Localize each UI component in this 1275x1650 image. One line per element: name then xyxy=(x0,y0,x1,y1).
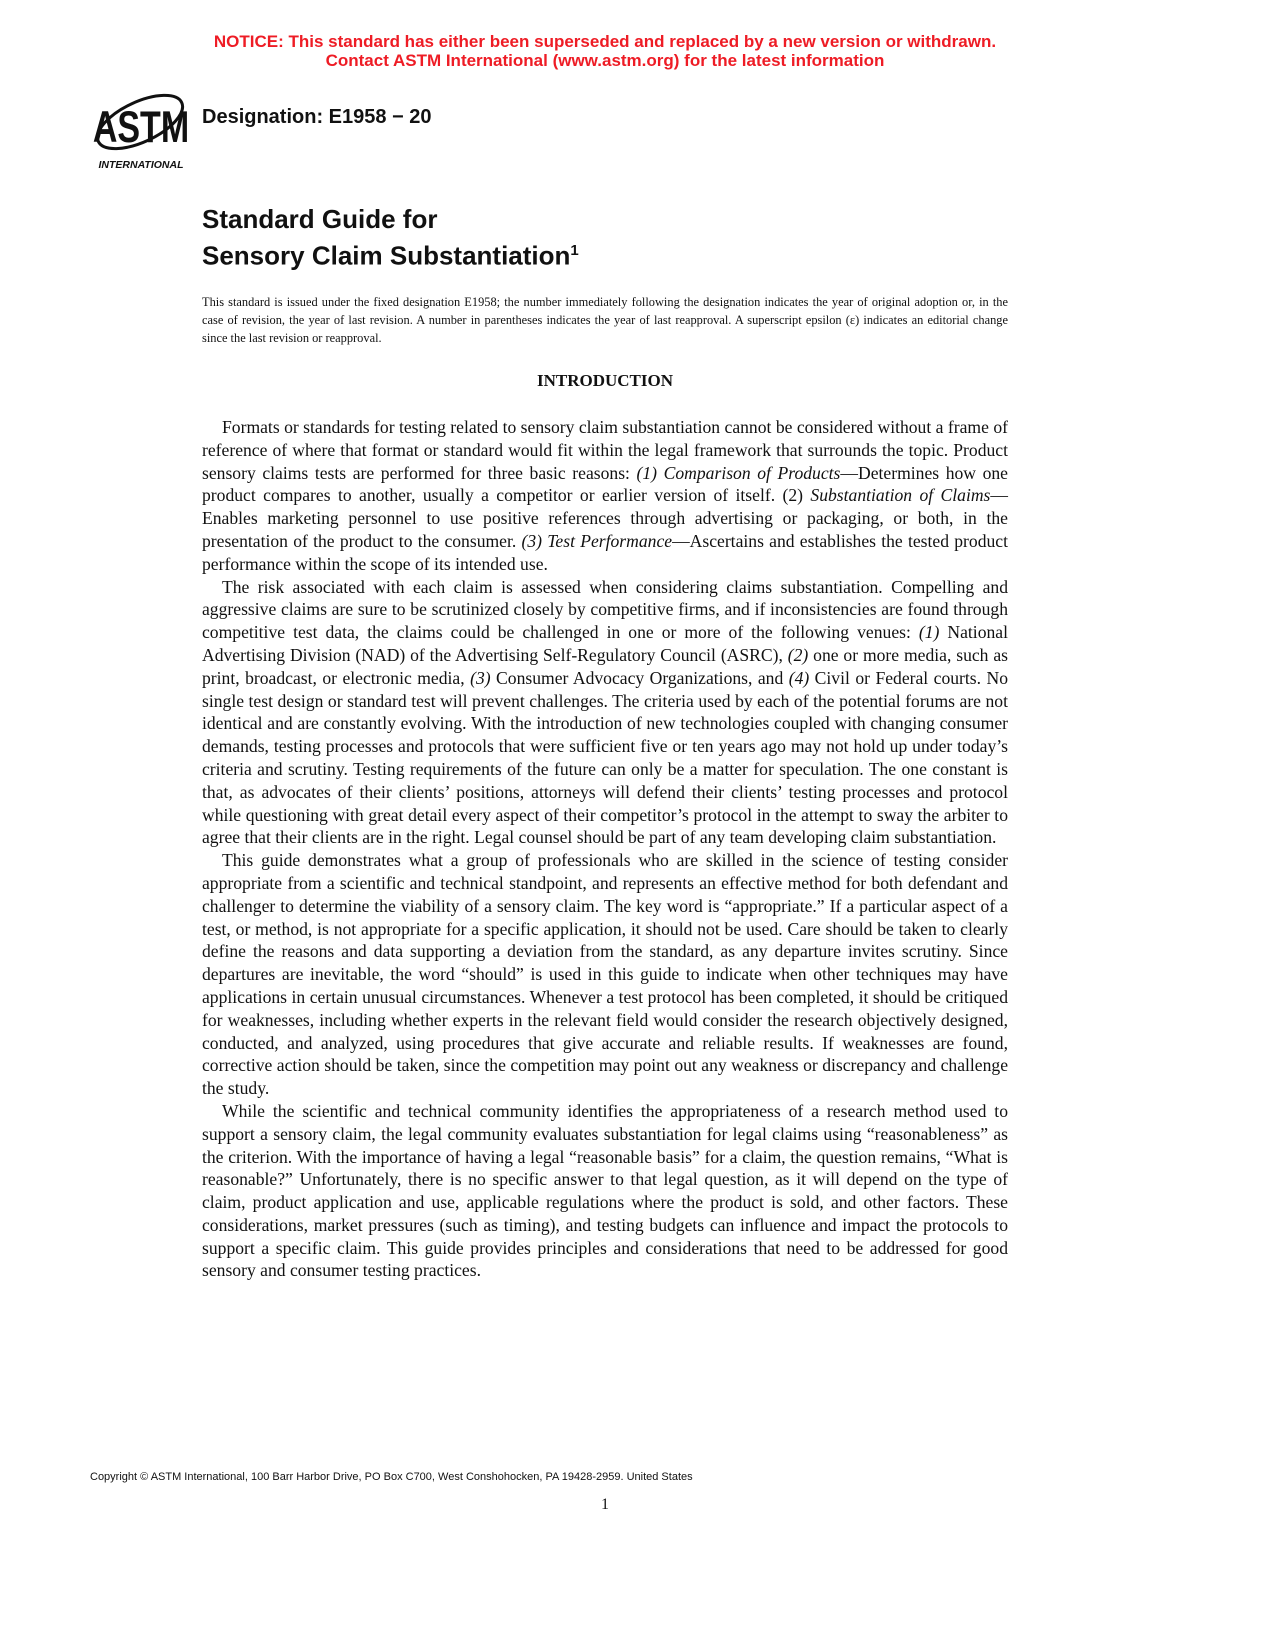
introduction-heading: INTRODUCTION xyxy=(536,371,674,390)
italic-text: Substantiation of Claims xyxy=(810,485,991,506)
text: This guide demonstrates what a group of professionals who are skilled in the science of testing consider appropriate from a scientific and technical standpoint, and represents an effective method for both defendant and challenger to determine the viability of a sensory claim. The key word is “appropriate.” If a particular aspect of a test, or method, is not appropriate for a specific application, it should not be used. Care should be taken to clearly define the reasons and data supporting a deviation from the standard, as any departure invites scrutiny. Since departures are inevitable, the word “should” is used in this guide to indicate when other techniques may have applications in certain unusual circumstances. Whenever a test protocol has been completed, it should be critiqued for weaknesses, including whether experts in the relevant field would consider the research objectively designed, conducted, and analyzed, using procedures that give accurate and reliable results. If weaknesses are found, corrective action should be taken, since the competition may point out any weakness or discrepancy and challenge the study. xyxy=(202,850,1008,1099)
svg-text:INTERNATIONAL: INTERNATIONAL xyxy=(98,159,184,171)
title-line-2: Sensory Claim Substantiation xyxy=(202,240,571,271)
copyright-footer: Copyright © ASTM International, 100 Barr Harbor Drive, PO Box C700, West Conshohocken, PA 19428-2959. United States xyxy=(90,1471,693,1483)
text: Civil or Federal courts. No single test design or standard test will prevent challenges. The criteria used by each of the potential forums are not identical and are constantly evolving. With the introduction of new technologies coupled with changing consumer demands, testing processes and protocols that were sufficient five or ten years ago may not hold up under today’s criteria and scrutiny. Testing requirements of the future can only be a matter for speculation. The one constant is that, as advocates of their clients’ positions, attorneys will defend their clients’ testing processes and protocol while questioning with great detail every aspect of their competitor’s protocol in the attempt to sway the arbiter to agree that their clients are in the right. Legal counsel should be part of any team developing claim substantiation. xyxy=(202,667,1008,848)
italic-text: (1) xyxy=(918,622,940,643)
title-line-1: Standard Guide for xyxy=(202,204,438,234)
paragraph xyxy=(202,576,1008,850)
text: While the scientific and technical community identifies the appropriateness of a research method used to support a sensory claim, the legal community evaluates substantiation for legal claims using “reasonableness” as the criterion. With the importance of having a legal “reasonable basis” for a claim, the question remains, “What is reasonable?” Unfortunately, there is no specific answer to that legal question, as it will depend on the type of claim, product application and use, applicable regulations where the product is sold, and other factors. These considerations, market pressures (such as timing), and testing budgets can influence and impact the protocols to support a specific claim. This guide provides principles and considerations that need to be addressed for good sensory and consumer testing practices. xyxy=(202,1100,1008,1281)
svg-text:ASTM: ASTM xyxy=(92,102,190,152)
withdrawal-notice xyxy=(0,32,1210,70)
italic-text: (3) xyxy=(470,667,491,688)
designation: Designation: E1958 − 20 xyxy=(202,106,432,128)
text: one or more media, such as print, broadcast, or electronic media, xyxy=(202,644,1009,688)
italic-text: (3) Test Performance xyxy=(521,530,673,551)
text: Formats or standards for testing related to sensory claim substantiation cannot be considered without a frame of reference of where that format or standard would fit within the legal framework that surrounds the topic. Product sensory claims tests are performed for three basic reasons: xyxy=(202,417,1008,483)
text: —Ascertains and establishes the tested product performance within the scope of its intended use. xyxy=(202,530,1008,574)
italic-text: (4) xyxy=(788,667,810,688)
italic-text: (2) xyxy=(787,644,809,665)
title-footnote-mark: 1 xyxy=(570,242,579,259)
paragraph xyxy=(202,416,1008,576)
notice-line-2: Contact ASTM International (www.astm.org) for the latest information xyxy=(325,51,885,70)
text: Consumer Advocacy Organizations, and xyxy=(490,667,789,688)
astm-logo-icon xyxy=(92,82,190,172)
text: The risk associated with each claim is assessed when considering claims substantiation. Compelling and aggressive claims are sure to be scrutinized closely by competitive firms, and if inconsistencies are found through competitive test data, the claims could be challenged in one or more of the following venues: xyxy=(202,576,1008,643)
issued-note: This standard is issued under the fixed designation E1958; the number immediately following the designation indicates the year of original adoption or, in the case of revision, the year of last revision. A number in parentheses indicates the year of last reapproval. A superscript epsilon (ε) indicates an editorial change since the last revision or reapproval. xyxy=(202,295,1008,345)
text: —Determines how one product compares to another, usually a competitor or earlier version of itself. (2) xyxy=(202,462,1008,506)
text: —Enables marketing personnel to use positive references through advertising or packaging, or both, in the presentation of the product to the consumer. xyxy=(202,485,1008,551)
document-title xyxy=(202,204,579,272)
paragraph xyxy=(202,1100,1008,1282)
notice-line-1: NOTICE: This standard has either been superseded and replaced by a new version or withdrawn. xyxy=(213,32,997,51)
introduction-body xyxy=(202,416,1008,1282)
paragraph xyxy=(202,849,1008,1100)
page-number: 1 xyxy=(601,1496,609,1513)
text: National Advertising Division (NAD) of the Advertising Self-Regulatory Council (ASRC), xyxy=(202,622,1008,665)
italic-text: (1) Comparison of Products xyxy=(636,462,841,483)
